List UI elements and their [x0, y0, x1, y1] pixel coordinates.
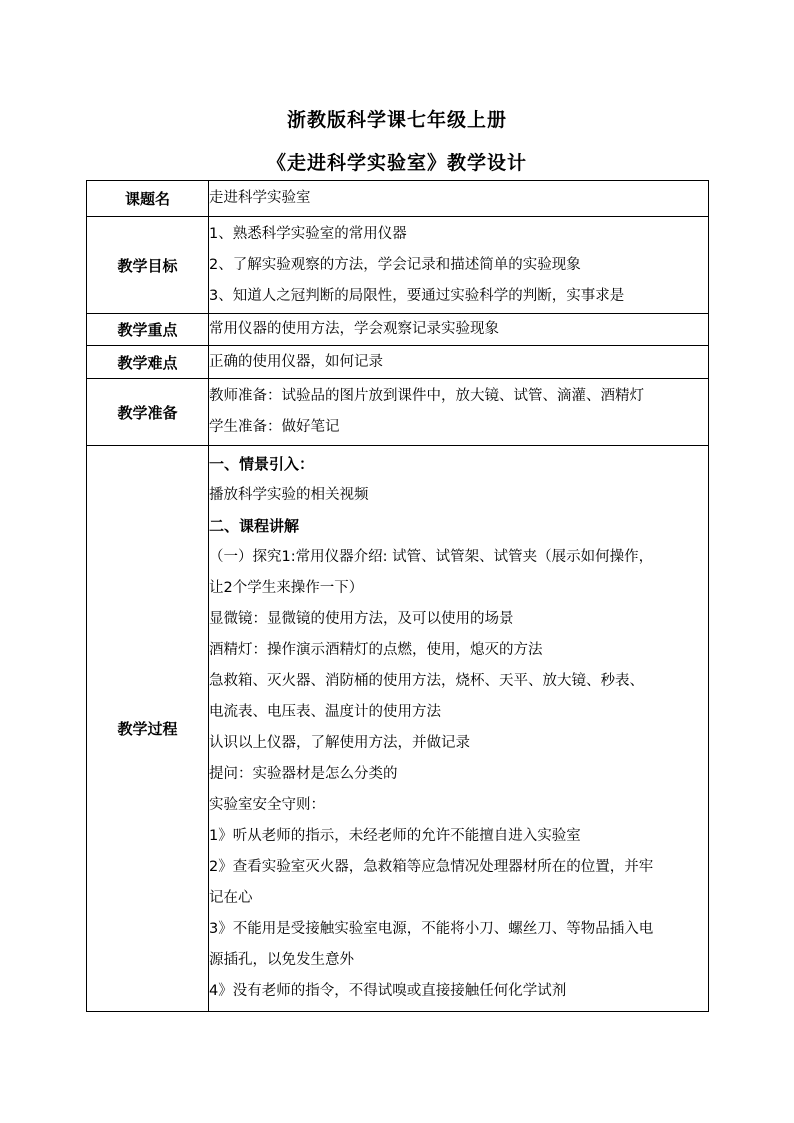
- label-process: 教学过程: [87, 446, 209, 1012]
- lesson-plan-table: [86, 180, 709, 1012]
- value-goals: [209, 217, 709, 314]
- row-goals: [87, 217, 709, 314]
- goal-item: 3、知道人之冠判断的局限性，要通过实验科学的判断，实事求是: [209, 287, 625, 304]
- process-line: 实验室安全守则：: [209, 797, 325, 813]
- row-difficulties: [87, 346, 709, 379]
- document-subtitle: 《走进科学实验室》教学设计: [266, 152, 527, 174]
- process-line: 认识以上仪器，了解使用方法，并做记录: [209, 735, 470, 751]
- label-topic: 课题名: [87, 181, 209, 217]
- row-key-points: [87, 314, 709, 346]
- label-goals: 教学目标: [87, 217, 209, 314]
- goal-item: 1、熟悉科学实验室的常用仪器: [209, 225, 407, 242]
- intro-text: 播放科学实验的相关视频: [209, 487, 369, 503]
- value-difficulties: 正确的使用仪器，如何记录: [209, 346, 709, 379]
- process-line: 显微镜：显微镜的使用方法，及可以使用的场景: [209, 611, 514, 627]
- process-line: 源插孔，以免发生意外: [209, 952, 354, 968]
- value-process: [209, 446, 709, 1012]
- process-line: 让2个学生来操作一下）: [209, 580, 364, 596]
- value-preparation: [209, 379, 709, 446]
- lecture-heading: 二、课程讲解: [209, 517, 300, 535]
- row-topic: [87, 181, 709, 217]
- label-difficulties: 教学难点: [87, 346, 209, 379]
- document-title: 浙教版科学课七年级上册: [286, 109, 507, 131]
- preparation-item: 学生准备：做好笔记: [209, 419, 340, 435]
- row-process: [87, 446, 709, 1012]
- process-line: （一）探究1:常用仪器介绍: 试管、试管架、试管夹（展示如何操作，: [209, 549, 654, 565]
- process-line: 1》听从老师的指示，未经老师的允许不能擅自进入实验室: [209, 828, 581, 844]
- intro-heading: 一、情景引入：: [209, 455, 315, 473]
- goal-item: 2、了解实验观察的方法，学会记录和描述简单的实验现象: [209, 256, 581, 273]
- preparation-item: 教师准备：试验品的图片放到课件中，放大镜、试管、滴灌、酒精灯: [209, 388, 644, 404]
- process-line: 急救箱、灭火器、消防桶的使用方法，烧杯、天平、放大镜、秒表、: [209, 673, 644, 689]
- process-line: 提问：实验器材是怎么分类的: [209, 766, 398, 782]
- process-line: 3》不能用是受接触实验室电源，不能将小刀、螺丝刀、等物品插入电: [209, 921, 654, 937]
- process-line: 电流表、电压表、温度计的使用方法: [209, 704, 441, 720]
- process-line: 记在心: [209, 890, 253, 906]
- value-key-points: 常用仪器的使用方法，学会观察记录实验现象: [209, 314, 709, 346]
- value-topic: 走进科学实验室: [209, 181, 709, 217]
- process-line: 2》查看实验室灭火器，急救箱等应急情况处理器材所在的位置，并牢: [209, 859, 654, 875]
- label-key-points: 教学重点: [87, 314, 209, 346]
- process-line: 酒精灯：操作演示酒精灯的点燃，使用，熄灭的方法: [209, 642, 543, 658]
- process-line: 4》没有老师的指令，不得试嗅或直接接触任何化学试剂: [209, 983, 567, 999]
- row-preparation: [87, 379, 709, 446]
- label-preparation: 教学准备: [87, 379, 209, 446]
